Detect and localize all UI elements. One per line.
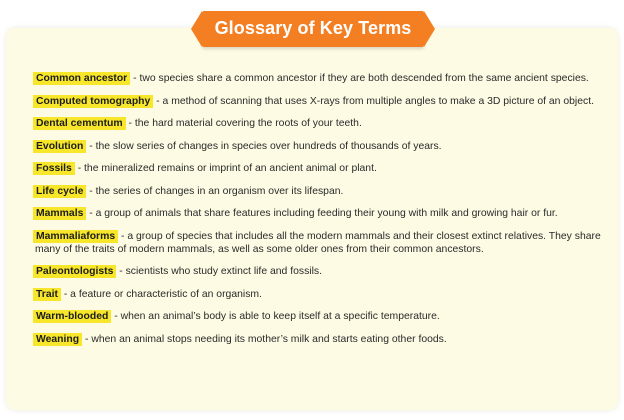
glossary-term: Fossils bbox=[33, 162, 75, 175]
glossary-term: Paleontologists bbox=[33, 265, 116, 278]
glossary-term: Weaning bbox=[33, 333, 82, 346]
glossary-definition: - a feature or characteristic of an organism. bbox=[60, 288, 262, 300]
glossary-term: Computed tomography bbox=[33, 95, 153, 108]
glossary-entry bbox=[35, 265, 610, 278]
glossary-term: Common ancestor bbox=[33, 72, 130, 85]
glossary-entry bbox=[35, 95, 610, 108]
glossary-entry bbox=[35, 162, 610, 175]
glossary-term: Dental cementum bbox=[33, 117, 126, 130]
glossary-definition: - a group of animals that share features including feeding their young with milk and growing hair or fur. bbox=[86, 208, 558, 219]
glossary-definition: - two species share a common ancestor if they are both descended from the same ancient species. bbox=[130, 73, 589, 84]
glossary-entry bbox=[35, 288, 610, 301]
glossary-term: Life cycle bbox=[33, 185, 86, 198]
page-title: Glossary of Key Terms bbox=[214, 18, 412, 38]
glossary-entry bbox=[35, 185, 610, 198]
glossary-entry bbox=[35, 333, 610, 346]
glossary-term: Evolution bbox=[33, 140, 86, 153]
glossary-list bbox=[35, 72, 610, 355]
glossary-definition: - the series of changes in an organism over its lifespan. bbox=[86, 185, 344, 197]
glossary-definition: - when an animal’s body is able to keep itself at a specific temperature. bbox=[111, 311, 440, 322]
title-banner bbox=[202, 11, 424, 47]
glossary-definition: - the hard material covering the roots of your teeth. bbox=[125, 118, 362, 129]
glossary-term: Trait bbox=[33, 288, 61, 301]
glossary-entry bbox=[35, 72, 610, 85]
glossary-definition: - a method of scanning that uses X-rays from multiple angles to make a 3D picture of an object. bbox=[153, 95, 594, 107]
glossary-term: Warm-blooded bbox=[33, 310, 111, 323]
glossary-entry bbox=[35, 230, 610, 256]
glossary-entry bbox=[35, 117, 610, 130]
glossary-entry bbox=[35, 207, 610, 220]
glossary-entry bbox=[35, 310, 610, 323]
glossary-definition: - when an animal stops needing its mother’s milk and starts eating other foods. bbox=[82, 333, 447, 345]
glossary-definition: - scientists who study extinct life and fossils. bbox=[116, 266, 322, 277]
glossary-term: Mammals bbox=[33, 207, 86, 220]
glossary-entry bbox=[35, 140, 610, 153]
glossary-term: Mammaliaforms bbox=[33, 230, 118, 243]
glossary-definition: - the mineralized remains or imprint of an ancient animal or plant. bbox=[74, 163, 377, 174]
glossary-definition: - the slow series of changes in species over hundreds of thousands of years. bbox=[86, 140, 442, 152]
glossary-definition: - a group of species that includes all the modern mammals and their closest extinct relatives. They share many of the traits of modern mammals, as well as some older ones from their common ancestors. bbox=[35, 230, 601, 255]
